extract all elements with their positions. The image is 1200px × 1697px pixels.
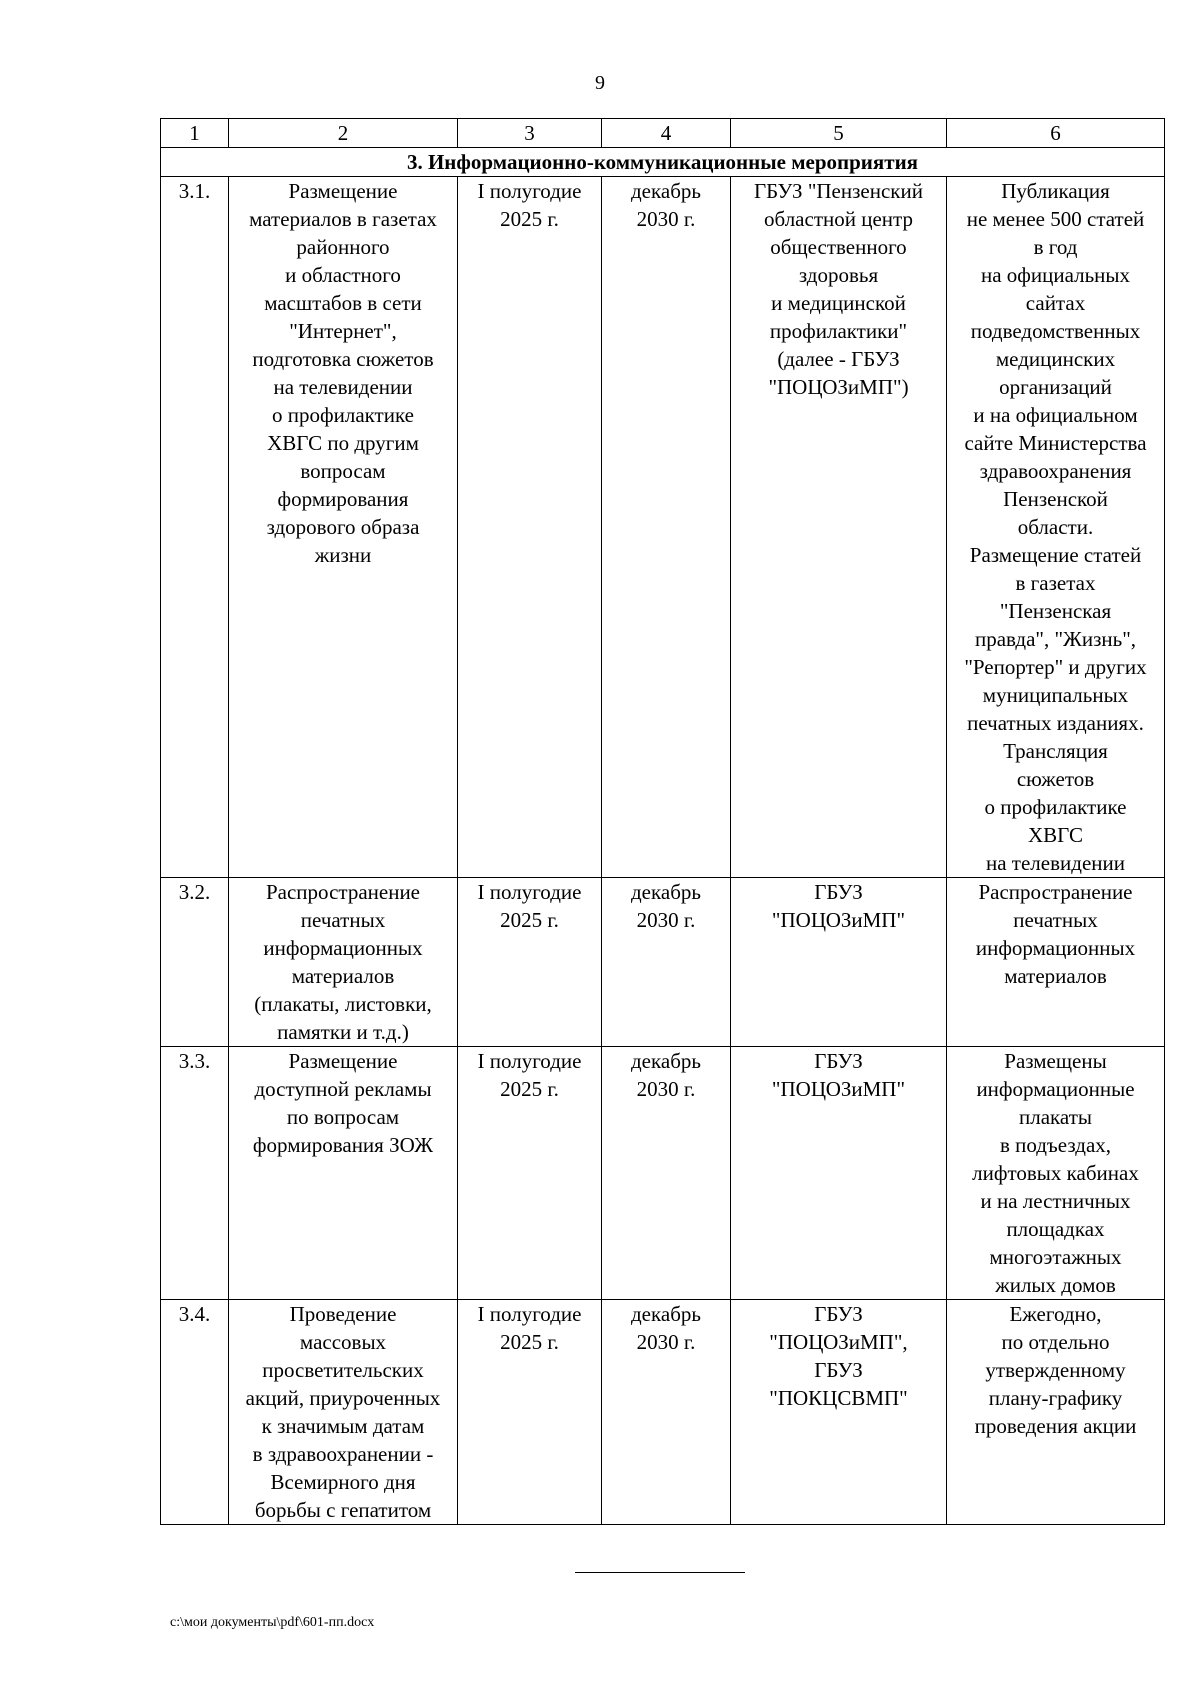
header-cell: 4 bbox=[602, 119, 731, 148]
responsible-cell: ГБУЗ "ПОЦОЗиМП" bbox=[731, 878, 947, 1047]
header-cell: 2 bbox=[229, 119, 458, 148]
table-row bbox=[161, 878, 1165, 1047]
responsible-cell: ГБУЗ "Пензенский областной центр общественного здоровья и медицинской профилактики" (далее - ГБУЗ "ПОЦОЗиМП") bbox=[731, 177, 947, 878]
page-number: 9 bbox=[595, 72, 605, 94]
table-row bbox=[161, 1047, 1165, 1300]
start-cell: I полугодие 2025 г. bbox=[458, 1047, 602, 1300]
responsible-cell: ГБУЗ "ПОЦОЗиМП", ГБУЗ "ПОКЦСВМП" bbox=[731, 1300, 947, 1525]
row-number: 3.3. bbox=[161, 1047, 229, 1300]
end-cell: декабрь 2030 г. bbox=[602, 177, 731, 878]
section-title: 3. Информационно-коммуникационные мероприятия bbox=[161, 148, 1165, 177]
end-cell: декабрь 2030 г. bbox=[602, 1300, 731, 1525]
header-cell: 5 bbox=[731, 119, 947, 148]
result-cell: Ежегодно, по отдельно утвержденному плану-графику проведения акции bbox=[947, 1300, 1165, 1525]
table-row bbox=[161, 1300, 1165, 1525]
responsible-cell: ГБУЗ "ПОЦОЗиМП" bbox=[731, 1047, 947, 1300]
footer-file-path: c:\мои документы\pdf\601-пп.docx bbox=[170, 1615, 375, 1630]
start-cell: I полугодие 2025 г. bbox=[458, 878, 602, 1047]
activity-cell: Проведение массовых просветительских акций, приуроченных к значимым датам в здравоохранении - Всемирного дня борьбы с гепатитом bbox=[229, 1300, 458, 1525]
result-cell: Размещены информационные плакаты в подъездах, лифтовых кабинах и на лестничных площадках многоэтажных жилых домов bbox=[947, 1047, 1165, 1300]
table-row bbox=[161, 177, 1165, 878]
section-title-row bbox=[161, 148, 1165, 177]
closing-line bbox=[575, 1572, 745, 1573]
result-cell: Публикация не менее 500 статей в год на официальных сайтах подведомственных медицинских организаций и на официальном сайте Министерства здравоохранения Пензенской области. Размещение статей в газетах "Пензенская правда", "Жизнь", "Репортер" и других муниципальных печатных изданиях. Трансляция сюжетов о профилактике ХВГС на телевидении bbox=[947, 177, 1165, 878]
activities-table bbox=[160, 118, 1165, 1525]
row-number: 3.4. bbox=[161, 1300, 229, 1525]
header-cell: 1 bbox=[161, 119, 229, 148]
activity-cell: Размещение доступной рекламы по вопросам формирования ЗОЖ bbox=[229, 1047, 458, 1300]
header-cell: 3 bbox=[458, 119, 602, 148]
end-cell: декабрь 2030 г. bbox=[602, 878, 731, 1047]
table-header-row bbox=[161, 119, 1165, 148]
activity-cell: Распространение печатных информационных материалов (плакаты, листовки, памятки и т.д.) bbox=[229, 878, 458, 1047]
start-cell: I полугодие 2025 г. bbox=[458, 1300, 602, 1525]
result-cell: Распространение печатных информационных материалов bbox=[947, 878, 1165, 1047]
row-number: 3.1. bbox=[161, 177, 229, 878]
start-cell: I полугодие 2025 г. bbox=[458, 177, 602, 878]
end-cell: декабрь 2030 г. bbox=[602, 1047, 731, 1300]
activity-cell: Размещение материалов в газетах районного и областного масштабов в сети "Интернет", подготовка сюжетов на телевидении о профилактике ХВГС по другим вопросам формирования здорового образа жизни bbox=[229, 177, 458, 878]
row-number: 3.2. bbox=[161, 878, 229, 1047]
header-cell: 6 bbox=[947, 119, 1165, 148]
